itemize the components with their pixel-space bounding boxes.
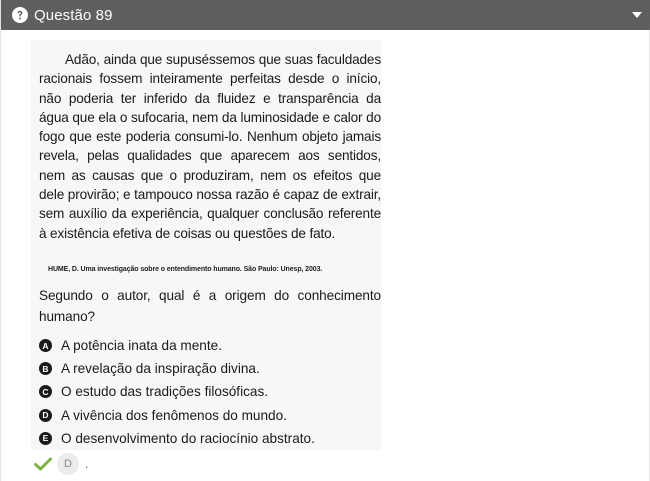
selected-answer-badge: D: [57, 453, 79, 475]
option-letter-badge: C: [39, 385, 52, 398]
answer-note: .: [85, 457, 89, 471]
passage-text: Adão, ainda que supuséssemos que suas faculdades racionais fossem inteiramente perfeitas desde o início, não poderia ter inferido da fluidez e transparência da água que ela o sufocaria, nem da luminosidade e calor do fogo que este poderia consumi-lo. Nenhum objeto jamais revela, pelas qualidades que aparecem aos sentidos, nem as causas que o produziram, nem os efeitos que dele provirão; e tampouco nossa razão é capaz de extrair, sem auxílio da experiência, qualquer conclusão referente à existência efetiva de coisas ou questões de fato.: [39, 52, 381, 241]
question-prompt: Segundo o autor, qual é a origem do conhecimento humano?: [39, 288, 381, 324]
option-d[interactable]: [39, 404, 315, 427]
option-text: A potência inata da mente.: [61, 338, 222, 354]
answer-row: [34, 452, 88, 476]
option-letter-badge: A: [39, 339, 52, 352]
option-letter-badge: B: [39, 362, 52, 375]
question-header[interactable]: [1, 0, 650, 30]
chevron-down-icon[interactable]: [632, 12, 642, 18]
question-circle-icon: [12, 7, 28, 23]
checkmark-icon: [34, 457, 52, 471]
option-letter-badge: E: [39, 432, 52, 445]
option-b[interactable]: [39, 357, 315, 380]
option-text: O estudo das tradições filosóficas.: [61, 384, 269, 400]
option-text: A revelação da inspiração divina.: [61, 361, 260, 377]
option-c[interactable]: [39, 380, 315, 403]
question-content: [31, 40, 381, 450]
question-title: Questão 89: [34, 6, 113, 24]
answer-options: [39, 334, 315, 450]
option-e[interactable]: [39, 427, 315, 450]
option-letter-badge: D: [39, 409, 52, 422]
option-text: O desenvolvimento do raciocínio abstrato.: [61, 430, 315, 446]
option-a[interactable]: [39, 334, 315, 357]
passage-citation: HUME, D. Uma investigação sobre o entendimento humano. São Paulo: Unesp, 2003.: [48, 266, 323, 273]
option-text: A vivência dos fenômenos do mundo.: [61, 407, 287, 423]
